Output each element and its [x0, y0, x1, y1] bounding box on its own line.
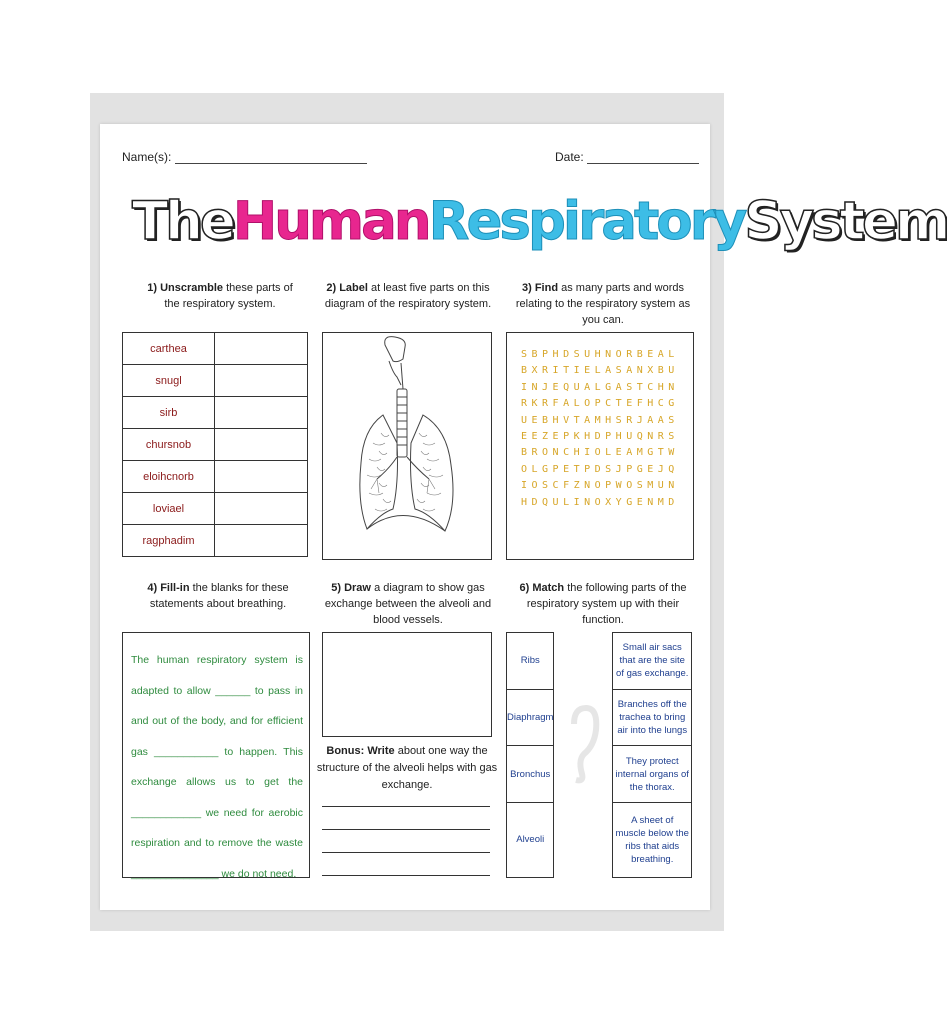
- title-human: Human: [232, 191, 429, 252]
- answer-cell[interactable]: [215, 365, 308, 397]
- function-cell: Small air sacs that are the site of gas exchange.: [613, 633, 692, 690]
- date-line: [587, 151, 699, 164]
- respiratory-diagram-box: [322, 332, 492, 560]
- title-respiratory: Respiratory: [428, 191, 745, 252]
- date-field: [555, 150, 699, 164]
- match-area[interactable]: [554, 633, 613, 878]
- bonus-text: about one way the structure of the alveoli helps with gas exchange.: [316, 745, 498, 791]
- table-row: [123, 525, 308, 557]
- part-cell: Ribs: [507, 633, 554, 690]
- q1-heading-text: these parts of the respiratory system.: [164, 282, 293, 310]
- fill-in-text: The human respiratory system is adapted to allow ______ to pass in and out of the body, and for efficient gas ___________ to happen. This exchange allows us to get the ____________ we need for aerobic respiration and to remove the waste _______________ we do not need.: [131, 654, 303, 880]
- title-the: The: [132, 191, 233, 252]
- function-cell: A sheet of muscle below the ribs that aids breathing.: [613, 802, 692, 877]
- q3-heading: [508, 280, 698, 328]
- table-row: [507, 633, 692, 690]
- scrambled-word: loviael: [123, 493, 215, 525]
- answer-cell[interactable]: [215, 493, 308, 525]
- q6-heading-text: the following parts of the respiratory system up with their function.: [526, 582, 687, 626]
- wordsearch-row: RKRFALOPCTEFHCG: [521, 398, 679, 410]
- table-row: [123, 365, 308, 397]
- draw-box[interactable]: [322, 632, 492, 737]
- part-cell: Bronchus: [507, 746, 554, 803]
- wordsearch-row: HDQULINOXYGENMD: [521, 496, 679, 508]
- writing-line[interactable]: [322, 875, 490, 876]
- q6-heading-bold: 6) Match: [519, 582, 565, 594]
- scrambled-word: eloihcnorb: [123, 461, 215, 493]
- date-label: Date:: [555, 150, 584, 164]
- scrambled-word: chursnob: [123, 429, 215, 461]
- answer-cell[interactable]: [215, 429, 308, 461]
- answer-cell[interactable]: [215, 333, 308, 365]
- bonus-question: [316, 743, 498, 794]
- scrambled-word: ragphadim: [123, 525, 215, 557]
- wordsearch-row: IOSCFZNOPWOSMUN: [521, 480, 679, 492]
- names-line: [175, 151, 367, 164]
- scrambled-word: snugl: [123, 365, 215, 397]
- q5-heading: [318, 580, 498, 628]
- answer-cell[interactable]: [215, 525, 308, 557]
- q2-heading-text: at least five parts on this diagram of the respiratory system.: [324, 282, 492, 310]
- function-cell: Branches off the trachea to bring air into the lungs: [613, 689, 692, 746]
- part-cell: Alveoli: [507, 802, 554, 877]
- wordsearch-row: SBPHDSUHNORBEAL: [521, 349, 679, 360]
- title-system: System: [744, 191, 947, 252]
- writing-line[interactable]: [322, 829, 490, 830]
- wordsearch-row: OLGPETPDSJPGEJQ: [521, 463, 679, 475]
- q2-heading: [318, 280, 498, 312]
- q4-heading: [128, 580, 308, 612]
- part-cell: Diaphragm: [507, 689, 554, 746]
- lungs-diagram: [323, 333, 491, 559]
- names-label: Name(s):: [122, 150, 172, 164]
- names-field: [122, 150, 367, 164]
- q5-heading-text: a diagram to show gas exchange between the alveoli and blood vessels.: [324, 582, 492, 626]
- wordsearch-row: INJEQUALGASTCHN: [521, 381, 679, 393]
- scrambled-word: sirb: [123, 397, 215, 429]
- fill-in-box: [122, 632, 310, 878]
- table-row: [123, 493, 308, 525]
- wordsearch-row: UEBHVTAMHSRJAAS: [521, 414, 679, 426]
- page-title: [132, 182, 947, 262]
- q2-heading-bold: 2) Label: [326, 282, 368, 294]
- answer-cell[interactable]: [215, 397, 308, 429]
- wordsearch-grid: [521, 347, 679, 511]
- wordsearch-row: BRONCHIOLEAMGTW: [521, 447, 679, 459]
- q1-heading-bold: 1) Unscramble: [147, 282, 224, 294]
- wordsearch-box: [506, 332, 694, 560]
- match-table: [506, 632, 692, 878]
- bonus-bold: Bonus: Write: [326, 745, 395, 757]
- wordsearch-row: EEZEPKHDPHUQNRS: [521, 431, 679, 443]
- table-row: [123, 397, 308, 429]
- wordsearch-row: BXRITIELASANXBU: [521, 365, 679, 377]
- table-row: [123, 333, 308, 365]
- table-row: [123, 461, 308, 493]
- writing-line[interactable]: [322, 806, 490, 807]
- q3-heading-text: as many parts and words relating to the respiratory system as you can.: [515, 282, 691, 326]
- q3-heading-bold: 3) Find: [521, 282, 559, 294]
- table-row: [123, 429, 308, 461]
- function-cell: They protect internal organs of the thorax.: [613, 746, 692, 803]
- unscramble-table: [122, 332, 308, 557]
- ear-watermark-icon: [554, 634, 612, 874]
- q6-heading: [508, 580, 698, 628]
- writing-line[interactable]: [322, 852, 490, 853]
- q1-heading: [140, 280, 300, 312]
- answer-cell[interactable]: [215, 461, 308, 493]
- q5-heading-bold: 5) Draw: [331, 582, 371, 594]
- q4-heading-bold: 4) Fill-in: [147, 582, 190, 594]
- scrambled-word: carthea: [123, 333, 215, 365]
- q4-heading-text: the blanks for these statements about breathing.: [149, 582, 289, 610]
